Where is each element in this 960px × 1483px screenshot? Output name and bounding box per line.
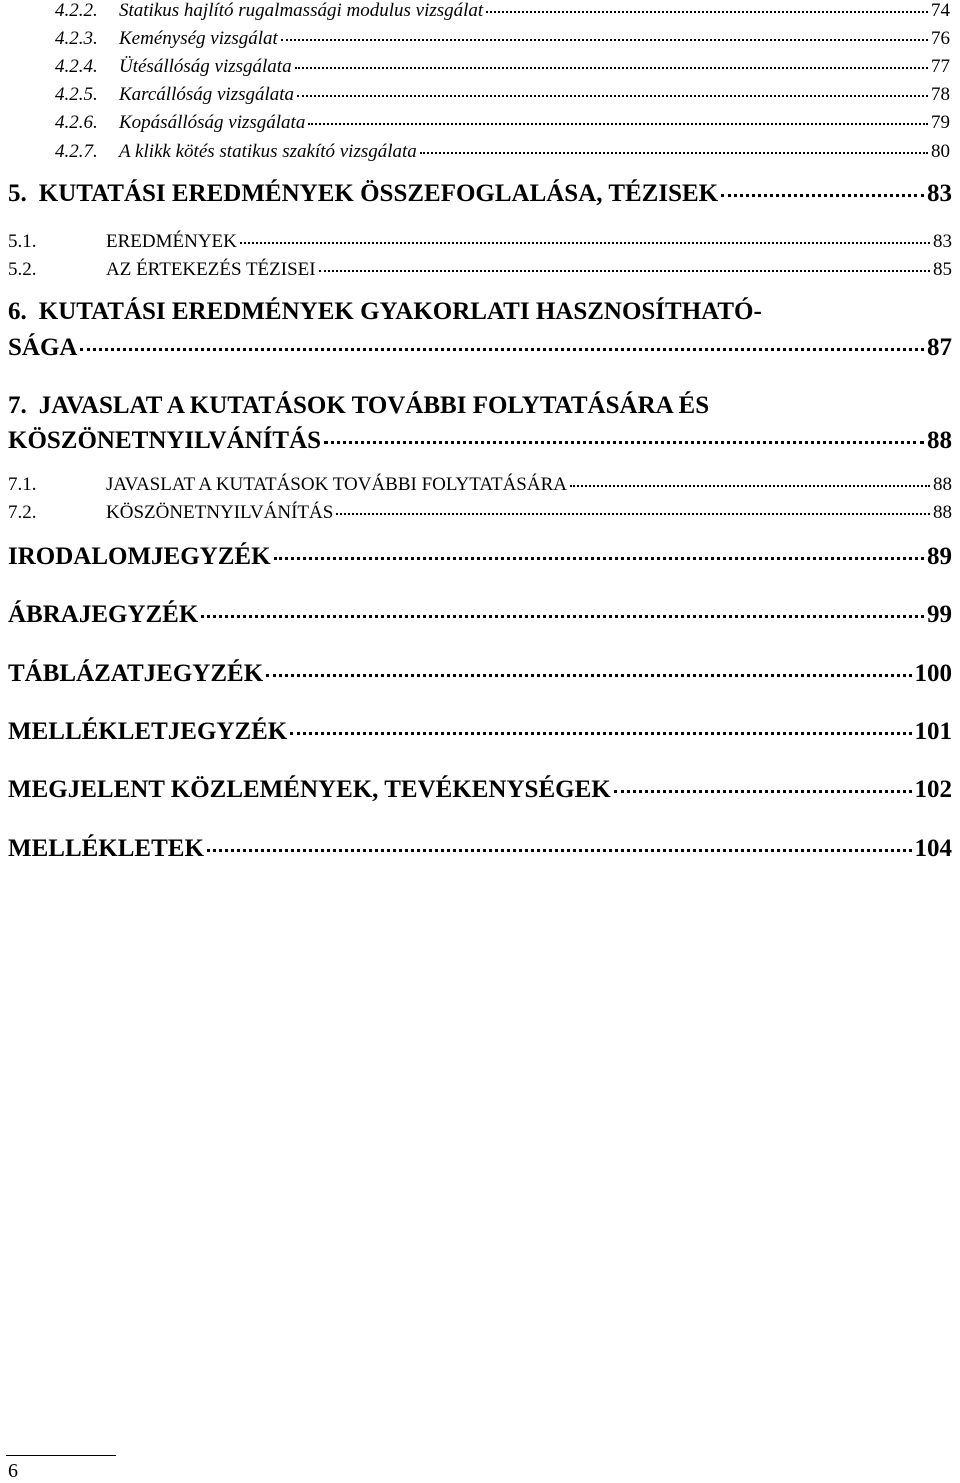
toc-entry-title: Kopásállóság vizsgálata <box>119 112 306 133</box>
toc-chapter[interactable] <box>8 334 952 362</box>
toc-chapter[interactable] <box>8 835 952 863</box>
toc-chapter[interactable] <box>8 543 952 571</box>
dot-leader <box>290 732 911 735</box>
dot-leader <box>721 194 924 197</box>
toc-chapter-title: MELLÉKLETJEGYZÉK <box>8 718 288 745</box>
dot-leader <box>324 441 924 444</box>
dot-leader <box>486 11 928 13</box>
toc-section-title: JAVASLAT A KUTATÁSOK TOVÁBBI FOLYTATÁSÁRA <box>106 474 567 495</box>
toc-chapter-number: 7. <box>8 392 27 419</box>
toc-chapter[interactable] <box>8 180 952 208</box>
dot-leader <box>308 123 928 125</box>
toc-entry-number: 4.2.4. <box>55 56 98 77</box>
toc-section[interactable] <box>8 259 952 281</box>
toc-section-number: 7.2. <box>8 502 37 523</box>
toc-entry-title: A klikk kötés statikus szakító vizsgálata <box>119 141 417 162</box>
toc-entry-number: 4.2.3. <box>55 28 98 49</box>
toc-entry-page: 76 <box>931 28 950 49</box>
toc-chapter-page: 83 <box>927 180 952 207</box>
toc-section-page: 85 <box>933 259 952 280</box>
dot-leader <box>201 615 924 618</box>
toc-entry-page: 80 <box>931 141 950 162</box>
toc-section-number: 5.2. <box>8 259 37 280</box>
toc-section-title: AZ ÉRTEKEZÉS TÉZISEI <box>106 259 316 280</box>
toc-entry-page: 77 <box>931 56 950 77</box>
toc-chapter-title-line1 <box>8 392 709 420</box>
toc-entry-page: 78 <box>931 84 950 105</box>
toc-entry-title: Statikus hajlító rugalmassági modulus vizsgálat <box>119 0 484 21</box>
toc-chapter-page: 99 <box>927 601 952 628</box>
toc-section-number: 5.1. <box>8 231 37 252</box>
toc-chapter-number: 5. <box>8 180 27 207</box>
dot-leader <box>240 242 930 244</box>
dot-leader <box>281 39 928 41</box>
footer-divider <box>6 1455 116 1456</box>
toc-chapter-number: 6. <box>8 298 27 325</box>
toc-entry-number: 4.2.2. <box>55 0 98 21</box>
toc-entry[interactable] <box>55 84 950 106</box>
toc-section[interactable] <box>8 474 952 496</box>
toc-entry-number: 4.2.5. <box>55 84 98 105</box>
toc-chapter-title-line2: SÁGA <box>8 334 78 361</box>
toc-chapter-page: 89 <box>927 543 952 570</box>
toc-entry-page: 79 <box>931 112 950 133</box>
toc-entry-number: 4.2.7. <box>55 141 98 162</box>
toc-section-page: 83 <box>933 231 952 252</box>
toc-section-page: 88 <box>933 474 952 495</box>
toc-section-number: 7.1. <box>8 474 37 495</box>
toc-entry-title: Karcállóság vizsgálata <box>119 84 295 105</box>
toc-chapter-page: 100 <box>914 660 952 687</box>
toc-section-title: EREDMÉNYEK <box>106 231 237 252</box>
toc-chapter-title: ÁBRAJEGYZÉK <box>8 601 199 628</box>
toc-chapter-title: IRODALOMJEGYZÉK <box>8 543 271 570</box>
toc-entry-page: 74 <box>931 0 950 21</box>
toc-section[interactable] <box>8 231 952 253</box>
toc-chapter[interactable] <box>8 660 952 688</box>
toc-chapter[interactable] <box>8 776 952 804</box>
toc-entry[interactable] <box>55 112 950 134</box>
toc-section-title: KÖSZÖNETNYILVÁNÍTÁS <box>106 502 334 523</box>
dot-leader <box>336 513 930 515</box>
toc-chapter-page: 104 <box>914 835 952 862</box>
toc-chapter-title-line1 <box>8 298 762 326</box>
toc-chapter[interactable] <box>8 601 952 629</box>
toc-entry-number: 4.2.6. <box>55 112 98 133</box>
toc-entry[interactable] <box>55 28 950 50</box>
toc-chapter-title: KUTATÁSI EREDMÉNYEK GYAKORLATI HASZNOSÍTHATÓ- <box>38 298 762 325</box>
toc-entry-title: Ütésállóság vizsgálata <box>119 56 292 77</box>
dot-leader <box>570 485 930 487</box>
dot-leader <box>614 790 912 793</box>
page-number: 6 <box>8 1460 18 1482</box>
toc-chapter-page: 101 <box>914 718 952 745</box>
dot-leader <box>266 674 911 677</box>
dot-leader <box>207 849 912 852</box>
toc-chapter-title: TÁBLÁZATJEGYZÉK <box>8 660 264 687</box>
dot-leader <box>274 557 924 560</box>
toc-chapter-title: MEGJELENT KÖZLEMÉNYEK, TEVÉKENYSÉGEK <box>8 776 611 803</box>
dot-leader <box>80 348 924 351</box>
dot-leader <box>295 67 928 69</box>
toc-chapter-title: MELLÉKLETEK <box>8 835 204 862</box>
toc-entry[interactable] <box>55 141 950 163</box>
toc-section[interactable] <box>8 502 952 524</box>
dot-leader <box>297 95 928 97</box>
toc-entry[interactable] <box>55 0 950 22</box>
toc-chapter-page: 87 <box>927 334 952 361</box>
dot-leader <box>319 270 930 272</box>
toc-chapter-page: 102 <box>914 776 952 803</box>
toc-entry[interactable] <box>55 56 950 78</box>
toc-chapter-title: JAVASLAT A KUTATÁSOK TOVÁBBI FOLYTATÁSÁRA ÉS <box>38 392 710 419</box>
dot-leader <box>420 152 928 154</box>
toc-chapter[interactable] <box>8 718 952 746</box>
toc-chapter-page: 88 <box>927 427 952 454</box>
toc-entry-title: Keménység vizsgálat <box>119 28 278 49</box>
toc-chapter-title-line2: KÖSZÖNETNYILVÁNÍTÁS <box>8 427 322 454</box>
toc-chapter-title: KUTATÁSI EREDMÉNYEK ÖSSZEFOGLALÁSA, TÉZISEK <box>38 180 719 207</box>
toc-chapter[interactable] <box>8 427 952 455</box>
toc-section-page: 88 <box>933 502 952 523</box>
